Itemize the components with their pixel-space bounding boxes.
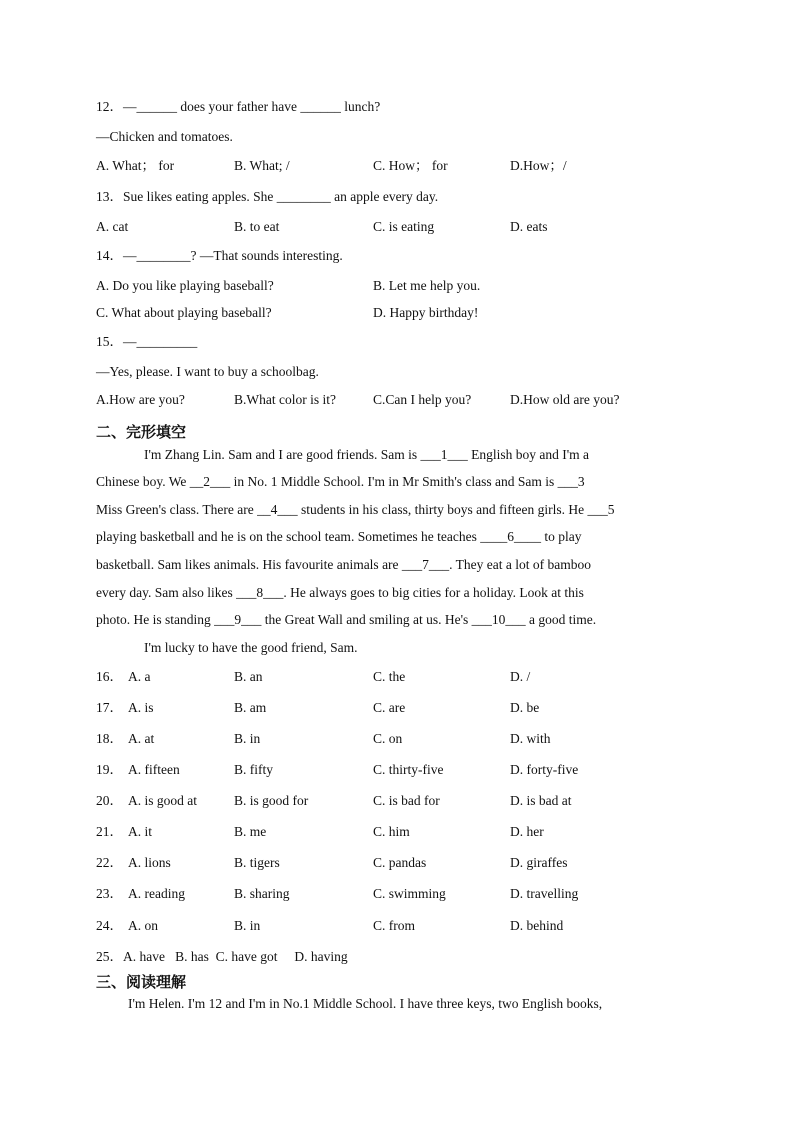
q20-option-c: C. is bad for [373, 793, 440, 808]
q18-option-b: B. in [234, 731, 261, 746]
q19-number: 19． [96, 762, 123, 777]
q19-option-a: A. fifteen [128, 762, 180, 777]
q15-stem: 15．—_________ [96, 334, 198, 349]
q17-option-c: C. are [373, 700, 406, 715]
q12-option-b: B. What; / [234, 158, 290, 173]
q12-option-d: D.How；/ [510, 158, 567, 173]
passage-line-1: I'm Zhang Lin. Sam and I are good friends. Sam is ___1___ English boy and I'm a [144, 447, 590, 462]
passage-closing: I'm lucky to have the good friend, Sam. [144, 640, 358, 655]
q14-stem: 14．—________? —That sounds interesting. [96, 248, 343, 263]
q21-option-a: A. it [128, 824, 153, 839]
q15-option-c: C.Can I help you? [373, 392, 472, 407]
q21-option-c: C. him [373, 824, 410, 839]
q20-option-b: B. is good for [234, 793, 309, 808]
q17-option-d: D. be [510, 700, 540, 715]
q15-option-a: A.How are you? [96, 392, 185, 407]
q23-number: 23． [96, 886, 123, 901]
q22-number: 22． [96, 855, 123, 870]
q25-line: 25．A. have B. has C. have got D. having [96, 949, 348, 964]
q16-option-c: C. the [373, 669, 406, 684]
q22-option-a: A. lions [128, 855, 171, 870]
q17-option-b: B. am [234, 700, 267, 715]
q12-option-a: A. What； for [96, 158, 175, 173]
q22-option-c: C. pandas [373, 855, 427, 870]
q13-option-c: C. is eating [373, 219, 435, 234]
q15-option-d: D.How old are you? [510, 392, 620, 407]
q12-stem: 12．—______ does your father have ______ lunch? [96, 99, 381, 114]
q24-option-c: C. from [373, 918, 415, 933]
passage-line-2: Chinese boy. We __2___ in No. 1 Middle School. I'm in Mr Smith's class and Sam is ___3 [96, 474, 585, 489]
q24-option-b: B. in [234, 918, 261, 933]
q17-option-a: A. is [128, 700, 154, 715]
q14-option-d: D. Happy birthday! [373, 305, 479, 320]
q18-option-c: C. on [373, 731, 403, 746]
q15-answer: —Yes, please. I want to buy a schoolbag. [96, 364, 319, 379]
section-heading-cloze: 二、完形填空 [96, 423, 187, 441]
q14-option-c: C. What about playing baseball? [96, 305, 272, 320]
q21-number: 21． [96, 824, 123, 839]
q13-stem: 13．Sue likes eating apples. She ________ an apple every day. [96, 189, 439, 204]
q14-option-a: A. Do you like playing baseball? [96, 278, 274, 293]
q19-option-b: B. fifty [234, 762, 273, 777]
q16-number: 16． [96, 669, 123, 684]
q13-option-a: A. cat [96, 219, 129, 234]
q13-option-d: D. eats [510, 219, 548, 234]
passage-line-5: basketball. Sam likes animals. His favourite animals are ___7___. They eat a lot of bamboo [96, 557, 592, 572]
q23-option-a: A. reading [128, 886, 185, 901]
q12-answer: —Chicken and tomatoes. [96, 129, 233, 144]
q20-option-a: A. is good at [128, 793, 197, 808]
q20-option-d: D. is bad at [510, 793, 572, 808]
reading-first-line: I'm Helen. I'm 12 and I'm in No.1 Middle School. I have three keys, two English books, [128, 996, 603, 1011]
passage-line-3: Miss Green's class. There are __4___ students in his class, thirty boys and fifteen girls. He ___5 [96, 502, 615, 517]
q16-option-b: B. an [234, 669, 263, 684]
section-heading-reading: 三、阅读理解 [96, 973, 187, 991]
passage-line-4: playing basketball and he is on the school team. Sometimes he teaches ____6____ to play [96, 529, 582, 544]
q18-number: 18． [96, 731, 123, 746]
q14-option-b: B. Let me help you. [373, 278, 481, 293]
q24-option-d: D. behind [510, 918, 564, 933]
q24-option-a: A. on [128, 918, 158, 933]
q15-option-b: B.What color is it? [234, 392, 336, 407]
q22-option-d: D. giraffes [510, 855, 568, 870]
q16-option-a: A. a [128, 669, 151, 684]
q22-option-b: B. tigers [234, 855, 280, 870]
q18-option-a: A. at [128, 731, 155, 746]
q23-option-b: B. sharing [234, 886, 290, 901]
q18-option-d: D. with [510, 731, 551, 746]
q19-option-c: C. thirty-five [373, 762, 444, 777]
q23-option-d: D. travelling [510, 886, 579, 901]
q17-number: 17． [96, 700, 123, 715]
q12-option-c: C. How； for [373, 158, 448, 173]
q19-option-d: D. forty-five [510, 762, 579, 777]
q13-option-b: B. to eat [234, 219, 280, 234]
q20-number: 20． [96, 793, 123, 808]
q21-option-d: D. her [510, 824, 544, 839]
q16-option-d: D. / [510, 669, 531, 684]
q24-number: 24． [96, 918, 123, 933]
passage-line-6: every day. Sam also likes ___8___. He always goes to big cities for a holiday. Look at this [96, 585, 584, 600]
passage-line-7: photo. He is standing ___9___ the Great Wall and smiling at us. He's ___10___ a good time. [96, 612, 597, 627]
q23-option-c: C. swimming [373, 886, 446, 901]
q21-option-b: B. me [234, 824, 267, 839]
